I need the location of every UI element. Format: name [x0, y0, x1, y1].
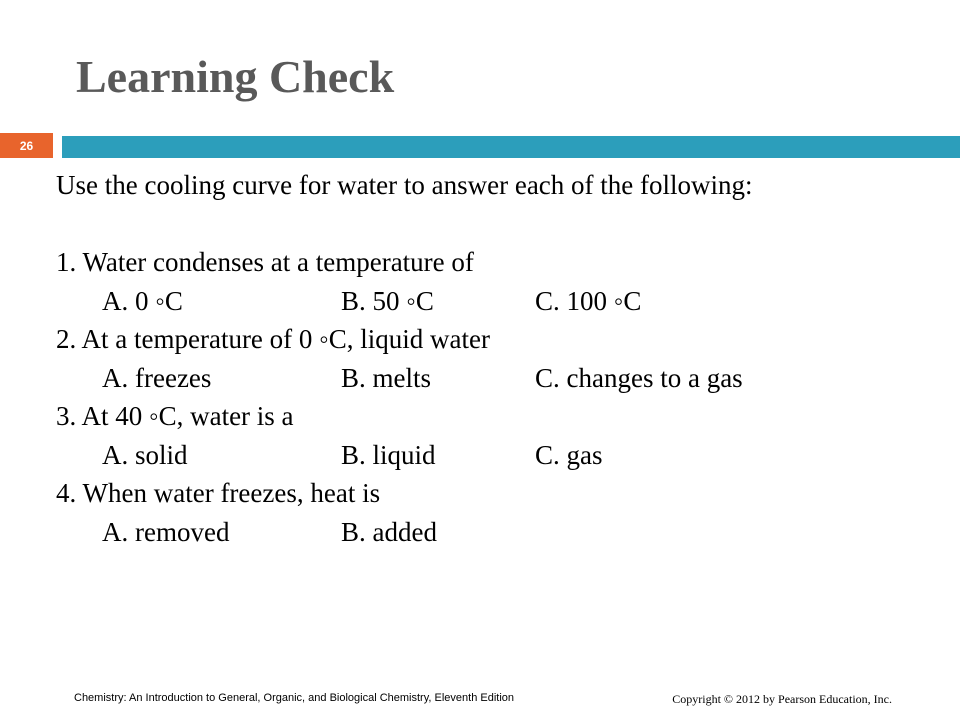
- question-3-choices: [56, 436, 936, 475]
- footer-copyright: Copyright © 2012 by Pearson Education, Inc.: [672, 692, 892, 706]
- choice-b: B. melts: [341, 362, 432, 393]
- question-1-choices: [56, 282, 936, 321]
- question-2-choices: [56, 359, 936, 398]
- header-accent-bar: [62, 136, 960, 158]
- choice-c: C. gas: [535, 439, 603, 470]
- blank-line: [56, 205, 936, 244]
- choice-a: A. 0 ◦C: [102, 285, 183, 316]
- choice-a: A. freezes: [102, 362, 212, 393]
- footer-textbook-title: Chemistry: An Introduction to General, Organic, and Biological Chemistry, Eleventh Edition: [74, 692, 515, 704]
- question-2-prompt: 2. At a temperature of 0 ◦C, liquid water: [56, 324, 490, 354]
- slide-number-badge: 26: [0, 133, 53, 158]
- choice-b: B. added: [341, 516, 437, 547]
- choice-c: C. 100 ◦C: [535, 285, 642, 316]
- choice-c: C. changes to a gas: [535, 362, 743, 393]
- question-1-prompt: 1. Water condenses at a temperature of: [56, 247, 474, 277]
- slide-body: [56, 166, 936, 551]
- choice-a: A. removed: [102, 516, 230, 547]
- slide-title: Learning Check: [76, 51, 395, 102]
- question-4-choices: [56, 513, 936, 552]
- question-4-prompt: 4. When water freezes, heat is: [56, 478, 381, 508]
- choice-b: B. 50 ◦C: [341, 285, 434, 316]
- choice-b: B. liquid: [341, 439, 436, 470]
- question-3-prompt: 3. At 40 ◦C, water is a: [56, 401, 294, 431]
- intro-text: Use the cooling curve for water to answer each of the following:: [56, 170, 753, 200]
- choice-a: A. solid: [102, 439, 188, 470]
